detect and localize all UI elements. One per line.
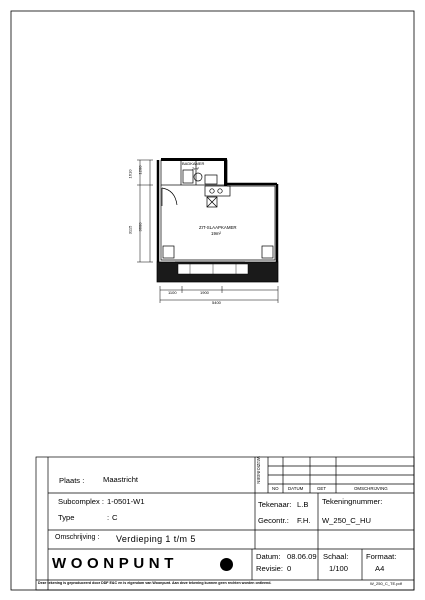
subcomplex-label: Subcomplex : bbox=[58, 497, 105, 506]
dim-v-inner-top: 1200 bbox=[137, 165, 143, 175]
logo-dot-icon bbox=[220, 558, 233, 571]
tekeningnummer-label: Tekeningnummer: bbox=[322, 497, 383, 506]
entrance-door-icon bbox=[162, 188, 177, 205]
vertical-dimensions bbox=[137, 160, 153, 262]
omschrijving-label: Omschrijving : bbox=[55, 534, 100, 541]
type-sep: : bbox=[107, 513, 110, 522]
formaat-label: Formaat: bbox=[366, 552, 397, 561]
gecontr-label: Gecontr.: bbox=[258, 516, 289, 525]
revisie-label: Revisie: bbox=[256, 564, 284, 573]
dim-v-inner-mid: 3600 bbox=[137, 222, 143, 232]
room-area: 19m² bbox=[211, 231, 222, 236]
schaal-label: Schaal: bbox=[323, 552, 349, 561]
woonpunt-logo bbox=[52, 556, 178, 572]
dim-h-left: 1100 bbox=[168, 290, 177, 295]
dim-v-outer-mid: 3115 bbox=[127, 225, 133, 235]
rev-header-datum: DATUM bbox=[288, 486, 304, 491]
toilet-icon bbox=[194, 173, 202, 181]
disclaimer: Deze tekening is geproduceerd door DDF E&C en is eigendom van Woonpunt. Aan deze tekening kunnen geen rechten worden ontleend. bbox=[38, 581, 272, 585]
type-value: C bbox=[112, 513, 118, 522]
tekenaar-label: Tekenaar: bbox=[258, 500, 292, 509]
schaal-value: 1/100 bbox=[329, 564, 349, 573]
omschrijving-value: Verdieping 1 t/m 5 bbox=[116, 534, 196, 544]
gecontr-value: F.H. bbox=[297, 516, 311, 525]
plaats-value: Maastricht bbox=[103, 475, 139, 484]
room-label: ZIT-SLAAPKAMER bbox=[199, 225, 237, 230]
dim-h-mid: 1900 bbox=[200, 290, 209, 295]
bath-area: 2m² bbox=[192, 166, 199, 171]
datum-value: 08.06.09 bbox=[287, 552, 317, 561]
type-label: Type bbox=[58, 513, 75, 522]
plaats-label: Plaats : bbox=[59, 476, 85, 485]
rev-header-no: NO bbox=[272, 486, 279, 491]
dim-h-total: 5400 bbox=[212, 300, 221, 305]
rev-header-omschrijving: OMSCHRIJVING bbox=[354, 486, 388, 491]
datum-label: Datum: bbox=[256, 552, 281, 561]
filename: W_250_C_TE.pdf bbox=[370, 581, 402, 586]
bath-label: BADKAMER bbox=[182, 161, 205, 166]
tekeningnummer-value: W_250_C_HU bbox=[322, 516, 371, 525]
tekenaar-value: L.B bbox=[297, 500, 309, 509]
subcomplex-value: 1-0501-W1 bbox=[107, 497, 145, 506]
rev-header-get: GET bbox=[317, 486, 327, 491]
formaat-value: A4 bbox=[375, 564, 385, 573]
shower-icon bbox=[183, 170, 193, 183]
dim-v-outer-top: 1610 bbox=[127, 169, 133, 179]
floor-plan bbox=[157, 158, 278, 282]
revision-side-label: WIJZIGINGEN bbox=[255, 456, 261, 484]
revisie-value: 0 bbox=[287, 564, 292, 573]
logo-text: WOONPUNT bbox=[52, 555, 178, 572]
